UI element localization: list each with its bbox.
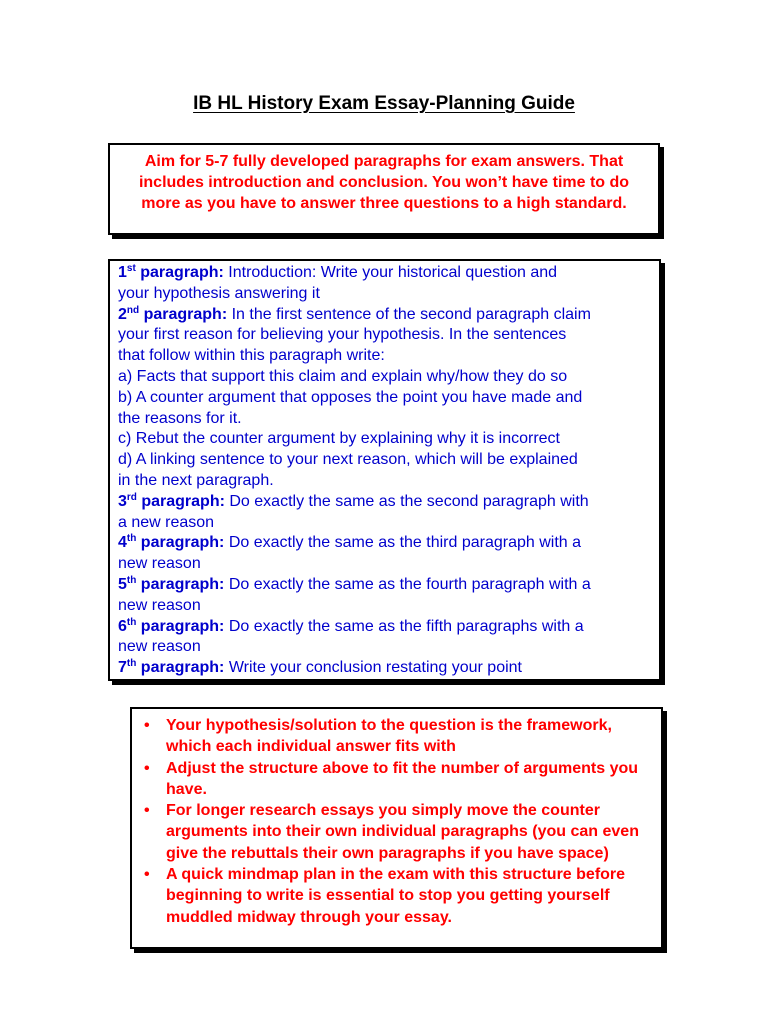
paragraph-2-item: the reasons for it. [118,409,242,427]
paragraph-2-item: d) A linking sentence to your next reason, which will be explained [118,451,578,469]
paragraph-2-line-1: 2nd paragraph: In the first sentence of the second paragraph claim [118,304,591,323]
paragraph-5-line-1: 5th paragraph: Do exactly the same as the fourth paragraph with a [118,574,591,593]
paragraph-4-line-1: 4th paragraph: Do exactly the same as the third paragraph with a [118,533,582,552]
tips-list [142,715,653,928]
aim-box [108,143,660,235]
tip-item: • For longer research essays you simply move the counter arguments into their own individual paragraphs (you can even give the rebuttals their own paragraphs if you have space) [144,802,639,862]
paragraph-7-line-1: 7th paragraph: Write your conclusion restating your point [118,658,522,677]
paragraph-4-label: 4th paragraph: [118,533,225,552]
tip-item: • Adjust the structure above to fit the number of arguments you have. [144,759,639,798]
paragraph-3-line-2: a new reason [118,513,215,531]
paragraph-2-line-2: your first reason for believing your hypothesis. In the sentences [118,326,567,344]
paragraph-2-line-3: that follow within this paragraph write: [118,347,385,365]
tip-item: • Your hypothesis/solution to the question is the framework, which each individual answer fits with [144,717,612,756]
tips-box [130,707,663,949]
bullet-icon: • [144,866,150,884]
paragraph-7-label: 7th paragraph: [118,658,225,677]
paragraph-4-line-2: new reason [118,555,201,573]
paragraph-6-line-1: 6th paragraph: Do exactly the same as the fifth paragraphs with a [118,616,584,635]
document-title: IB HL History Exam Essay-Planning Guide [193,93,575,114]
bullet-icon: • [144,717,150,734]
paragraph-5-label: 5th paragraph: [118,574,225,593]
paragraph-2-item: a) Facts that support this claim and explain why/how they do so [118,367,568,385]
paragraph-2-item: in the next paragraph. [118,471,274,489]
bullet-icon: • [144,759,150,777]
paragraph-3-label: 3rd paragraph: [118,491,225,510]
paragraph-2-label: 2nd paragraph: [118,304,228,323]
paragraph-6-label: 6th paragraph: [118,616,225,635]
paragraph-2-item: b) A counter argument that opposes the point you have made and [118,388,583,406]
paragraph-2-item: c) Rebut the counter argument by explaining why it is incorrect [118,430,560,448]
paragraph-6-line-2: new reason [118,638,201,656]
paragraph-5-line-2: new reason [118,596,201,614]
paragraph-1-line-2: your hypothesis answering it [118,284,320,302]
paragraph-1-line-1: 1st paragraph: Introduction: Write your historical question and [118,263,558,281]
aim-text: Aim for 5-7 fully developed paragraphs for exam answers. That includes introduction and conclusion. You won’t have time to do more as you have to answer three questions to a high standard. [138,153,630,212]
paragraph-guide-box [108,259,661,681]
paragraph-3-line-1: 3rd paragraph: Do exactly the same as the second paragraph with [118,491,589,510]
tip-item: • A quick mindmap plan in the exam with this structure before beginning to write is essential to stop you getting yourself muddled midway through your essay. [144,866,626,926]
paragraph-1-label: 1st paragraph: [118,263,224,281]
bullet-icon: • [144,802,150,820]
